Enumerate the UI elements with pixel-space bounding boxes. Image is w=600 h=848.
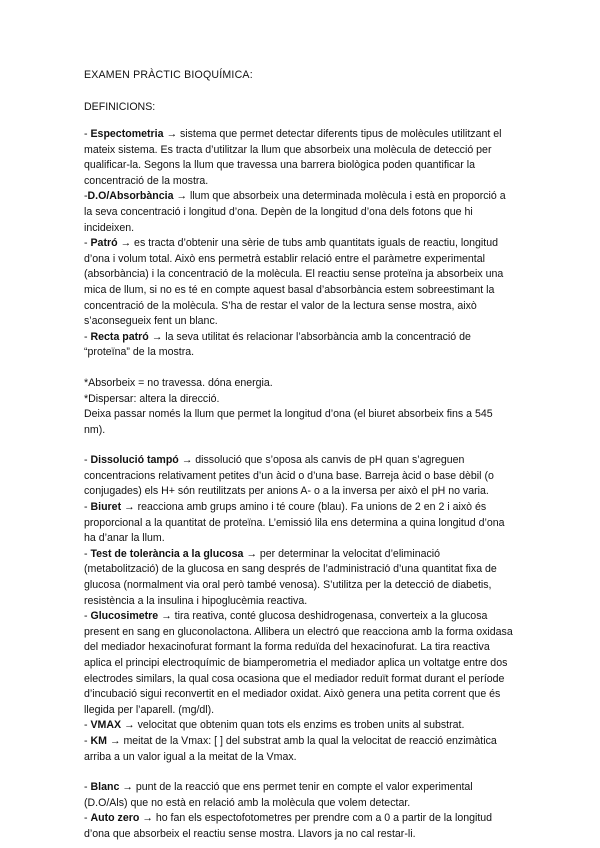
- definition-text: → reacciona amb grups amino i té coure (blau). Fa unions de 2 en 2 i això és proporcional a la quantitat de proteïna. L’emissió lila ens determina a quina longitud d’ona ha d’anar la llum.: [84, 501, 505, 545]
- definition-item: [84, 189, 516, 236]
- definition-term: Glucosimetre: [90, 610, 159, 623]
- definition-text: → punt de la reacció que ens permet tenir en compte el valor experimental (D.O/Als) que no està en relació amb la molècula que volem detectar.: [84, 781, 473, 809]
- definition-item: [84, 500, 516, 547]
- definition-bullet: -: [84, 734, 91, 747]
- note-line: *Dispersar: altera la direcció.: [84, 392, 220, 405]
- definition-term: Test de tolerància a la glucosa: [90, 547, 244, 560]
- definition-text: → ho fan els espectofotometres per prendre com a 0 a partir de la longitud d’ona que absorbeix el reactiu sense mostra. Llavors ja no cal restar-li.: [84, 812, 493, 840]
- definition-bullet: -: [84, 547, 91, 560]
- definition-text: → tira reativa, conté glucosa deshidrogenasa, converteix a la glucosa present en sang en gluconolactona. Allibera un electró que reacciona amb la forma oxidasa del mediador hexacinofurat formant la forma reduïda del hexacinofurat. La tira reactiva aplica el principi electroquímic de biamperometria el mediador aplica un voltatge entre dos electrodes similars, la qual cosa ocasiona que el mediador reduït format durant el període d’incubació sigui reconvertit en el mediador oxidat. Això genera una petita corrent que és llegida per l’aparell. (mg/dl).: [84, 610, 513, 716]
- note-line: *Absorbeix = no travessa. dóna energia.: [84, 376, 273, 389]
- definition-bullet: -: [84, 610, 91, 623]
- definition-term: Dissolució tampó: [90, 454, 179, 467]
- definition-bullet: -: [84, 128, 91, 140]
- definition-item: [84, 453, 516, 500]
- definition-term: D.O/Absorbància: [87, 190, 174, 203]
- definition-text: → meitat de la Vmax: [ ] del substrat amb la qual la velocitat de reacció enzimàtica arriba a un valor igual a la meitat de la Vmax.: [84, 734, 497, 763]
- definition-text: → per determinar la velocitat d’eliminació (metabolització) de la glucosa en sang després de l’administració d’una quantitat fixa de glucosa (normalment via oral però també venosa). S’utilitza per la detecció de diabetis, resistència a la insulina i hipoglucèmia reactiva.: [84, 547, 497, 607]
- definition-bullet: -: [84, 501, 91, 514]
- definition-term: VMAX: [90, 719, 122, 732]
- definition-term: Patró: [90, 237, 118, 250]
- definition-text: → llum que absorbeix una determinada molècula i està en proporció a la seva concentració i longitud d’ona. Depèn de la longitud d’ona dels fotons que hi incideixen.: [84, 190, 506, 234]
- definition-text: → es tracta d’obtenir una sèrie de tubs amb quantitats iguals de reactiu, longitud d’ona i volum total. Això ens permetrà establir relació entre el paràmetre experimental (absorbància) i la concentració de la molècula. El reactiu sense proteïna ja absorbeix una mica de llum, si no es té en compte aquest basal d’absorbància estem sobreestimant la concentració de la molècula. S’ha de restar el valor de la lectura sense mostra, això s’aconsegueix fent un blanc.: [84, 237, 504, 328]
- document-body: [84, 127, 516, 843]
- definition-term: Espectometria: [90, 128, 164, 140]
- definition-bullet: -: [84, 812, 91, 825]
- definition-term: Biuret: [90, 501, 122, 514]
- note-line: Deixa passar només la llum que permet la longitud d’ona (el biuret absorbeix fins a 545 nm).: [84, 408, 493, 436]
- definition-bullet: -: [84, 454, 91, 467]
- definition-item: [84, 811, 516, 842]
- definition-item: [84, 547, 516, 609]
- definition-term: KM: [90, 734, 107, 747]
- definition-text: → velocitat que obtenim quan tots els enzims es troben units al substrat.: [121, 719, 465, 732]
- section-heading: DEFINICIONS:: [84, 101, 156, 113]
- definition-item: [84, 780, 516, 811]
- definitions-block-1: [84, 127, 516, 361]
- definition-text: → dissolució que s’oposa als canvis de pH quan s’agreguen concentracions relativament petites d’un àcid o d’una base. Barreja àcid o base dèbil (o conjugades) els H+ són reutilitzats per anions A- o a la inversa per això el pH no varia.: [84, 454, 494, 498]
- document-title: EXAMEN PRÀCTIC BIOQUÍMICA:: [84, 69, 253, 81]
- definition-item: [84, 718, 516, 734]
- definition-term: Auto zero: [90, 812, 140, 825]
- definition-text: → la seva utilitat és relacionar l’absorbància amb la concentració de “proteïna” de la mostra.: [84, 330, 471, 359]
- definitions-block-3: [84, 780, 516, 842]
- definition-bullet: -: [84, 719, 91, 732]
- definition-item: [84, 609, 516, 718]
- definition-bullet: -: [84, 330, 91, 343]
- definition-bullet: -: [84, 190, 88, 203]
- notes-block: [84, 376, 516, 438]
- definition-item: [84, 734, 516, 765]
- definition-bullet: -: [84, 237, 91, 250]
- definition-item: [84, 127, 516, 189]
- definition-term: Recta patró: [90, 330, 149, 343]
- definitions-block-2: [84, 453, 516, 765]
- definition-bullet: -: [84, 781, 91, 794]
- definition-item: [84, 236, 516, 330]
- definition-term: Blanc: [90, 781, 120, 794]
- definition-item: [84, 330, 516, 361]
- definition-text: → sistema que permet detectar diferents tipus de molècules utilitzant el mateix sistema. Es tracta d’utilitzar la llum que absorbeix una molècula de detecció per qualificar-la. Segons la llum que travessa una barrera biològica poden quantificar la concentració de la mostra.: [84, 128, 502, 187]
